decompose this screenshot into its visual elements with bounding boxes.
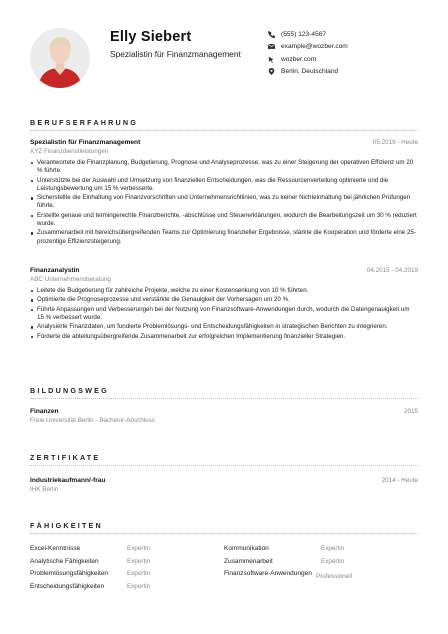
candidate-title: Spezialistin für Finanzmanagement	[110, 49, 241, 59]
achievement-item: Zusammenarbeit mit bereichsübergreifenden Teams zur Optimierung finanzieller Ergebnisse, stärkte die Kooperation und förderte eine 25-prozentige Effizienzsteigerung.	[30, 229, 418, 245]
contact-phone	[268, 28, 348, 41]
achievement-item: Führte Anpassungen und Verbesserungen bei der Nutzung von Finanzsoftware-Anwendungen durch, wodurch die Datengenauigkeit um 15 % verbessert wurde.	[30, 306, 418, 322]
email-icon	[268, 43, 275, 50]
achievement-item: Erstellte genaue und termingerechte Finanzberichte, -abschlüsse und Steuererklärungen, wodurch die Bearbeitungszeit um 30 % reduziert wurde.	[30, 212, 418, 228]
contact-text: (555) 123-4567	[281, 30, 327, 38]
entry-role: Finanzanalystin	[30, 267, 80, 274]
education-entry	[30, 408, 418, 426]
section-title-education: BILDUNGSWEG	[30, 386, 109, 395]
skill-name: Problemlösungsfähigkeiten	[30, 570, 109, 577]
phone-icon	[268, 31, 275, 38]
entry-role: Industriekaufmann/-frau	[30, 477, 106, 484]
section-divider	[30, 398, 418, 399]
section-divider	[30, 130, 418, 131]
avatar	[30, 28, 90, 88]
skill-item	[30, 558, 224, 566]
contact-text: Berlin, Deutschland	[281, 68, 339, 76]
skill-row	[30, 558, 418, 571]
skill-level: Expertin	[127, 545, 151, 552]
entry-role: Spezialistin für Finanzmanagement	[30, 139, 141, 146]
entry-organization: IHK Berlin	[30, 486, 59, 493]
section-title-experience: BERUFSERFAHRUNG	[30, 118, 139, 127]
achievement-item: Leitete die Budgetierung für zahlreiche Projekte, welche zu einer Kostensenkung von 10 % führten.	[30, 287, 418, 295]
skill-item	[224, 570, 418, 581]
section-divider	[30, 533, 418, 534]
entry-date: 04.2015 - 04.2019	[366, 267, 418, 274]
contact-text: wozber.com	[281, 55, 317, 63]
achievement-item: Förderte die abteilungsübergreifende Zusammenarbeit zur erfolgreichen Implementierung finanzieller Strategien.	[30, 333, 418, 341]
entry-organization: Freie Universität Berlin - Bachelor-Abschluss	[30, 417, 155, 424]
certificate-entry	[30, 477, 418, 495]
entry-date: 2014 - Heute	[381, 477, 418, 484]
skill-level: Professionell	[316, 573, 353, 580]
skill-name: Zusammenarbeit	[224, 557, 273, 565]
experience-entry	[30, 267, 418, 342]
achievement-list	[30, 287, 418, 341]
skill-name: Kommunikation	[224, 545, 269, 552]
entry-date: 2015	[403, 408, 418, 415]
skill-row	[30, 583, 418, 596]
skill-name: Analytische Fähigkeiten	[30, 557, 99, 565]
section-title-skills: FÄHIGKEITEN	[30, 521, 103, 530]
achievement-item: Unterstützte bei der Auswahl und Umsetzung von finanziellen Entscheidungen, was die Ressourcenverteilung optimierte und die Leistungsbewertung um 15 % verbesserte.	[30, 177, 418, 193]
achievement-item: Optimierte die Prognoseprozesse und verstärkte die Genauigkeit der Vorhersagen um 20 %.	[30, 296, 418, 304]
skill-item	[224, 545, 418, 553]
skill-item	[30, 583, 228, 591]
skill-row	[30, 570, 418, 583]
contact-email[interactable]	[268, 41, 348, 54]
skill-item	[224, 558, 418, 566]
skill-level: Expertin	[127, 557, 151, 565]
contact-location	[268, 66, 348, 79]
candidate-name: Elly Siebert	[110, 29, 192, 45]
section-title-certificates: ZERTIFIKATE	[30, 453, 101, 462]
contact-website[interactable]	[268, 53, 348, 66]
skill-level: Expertin	[321, 545, 345, 552]
portrait-photo	[30, 28, 90, 88]
skill-name: Excel-Kenntnisse	[30, 545, 81, 552]
entry-organization: ABC Unternehmensberatung	[30, 276, 111, 283]
skill-level: Expertin	[127, 570, 151, 577]
contact-list	[268, 28, 348, 78]
contact-text: example@wozber.com	[281, 43, 348, 51]
skill-row	[30, 545, 418, 558]
skill-name: Entscheidungsfähigkeiten	[30, 582, 105, 590]
entry-role: Finanzen	[30, 408, 59, 415]
achievement-list	[30, 159, 418, 246]
achievement-item: Verantwortete die Finanzplanung, Budgetierung, Prognose und Analyseprozesse, was zu einer Steigerung der operativen Effizienz um 20 % führte.	[30, 159, 418, 175]
entry-date: 05.2019 - Heute	[372, 139, 418, 146]
entry-organization: XYZ Finanzdienstleistungen	[30, 148, 109, 155]
skill-item	[30, 570, 224, 578]
skill-item	[30, 545, 224, 553]
experience-entry	[30, 139, 418, 247]
skill-level: Expertin	[127, 582, 151, 590]
section-divider	[30, 465, 418, 466]
skill-name: Finanzsoftware-Anwendungen	[224, 570, 312, 577]
location-pin-icon	[268, 68, 275, 75]
achievement-item: Sicherstellte die Einhaltung von Finanzvorschriften und Unternehmensrichtlinien, was zu keiner Nichteinhaltung bei jährlichen Prüfungen führte.	[30, 194, 418, 210]
link-icon	[268, 56, 275, 63]
achievement-item: Analysierte Finanzdaten, um fundierte Problemlösungs- und Entscheidungsfähigkeiten in strategischen Berichten zu integrieren.	[30, 323, 418, 331]
skills-grid	[30, 545, 418, 595]
skill-level: Expertin	[321, 557, 345, 565]
